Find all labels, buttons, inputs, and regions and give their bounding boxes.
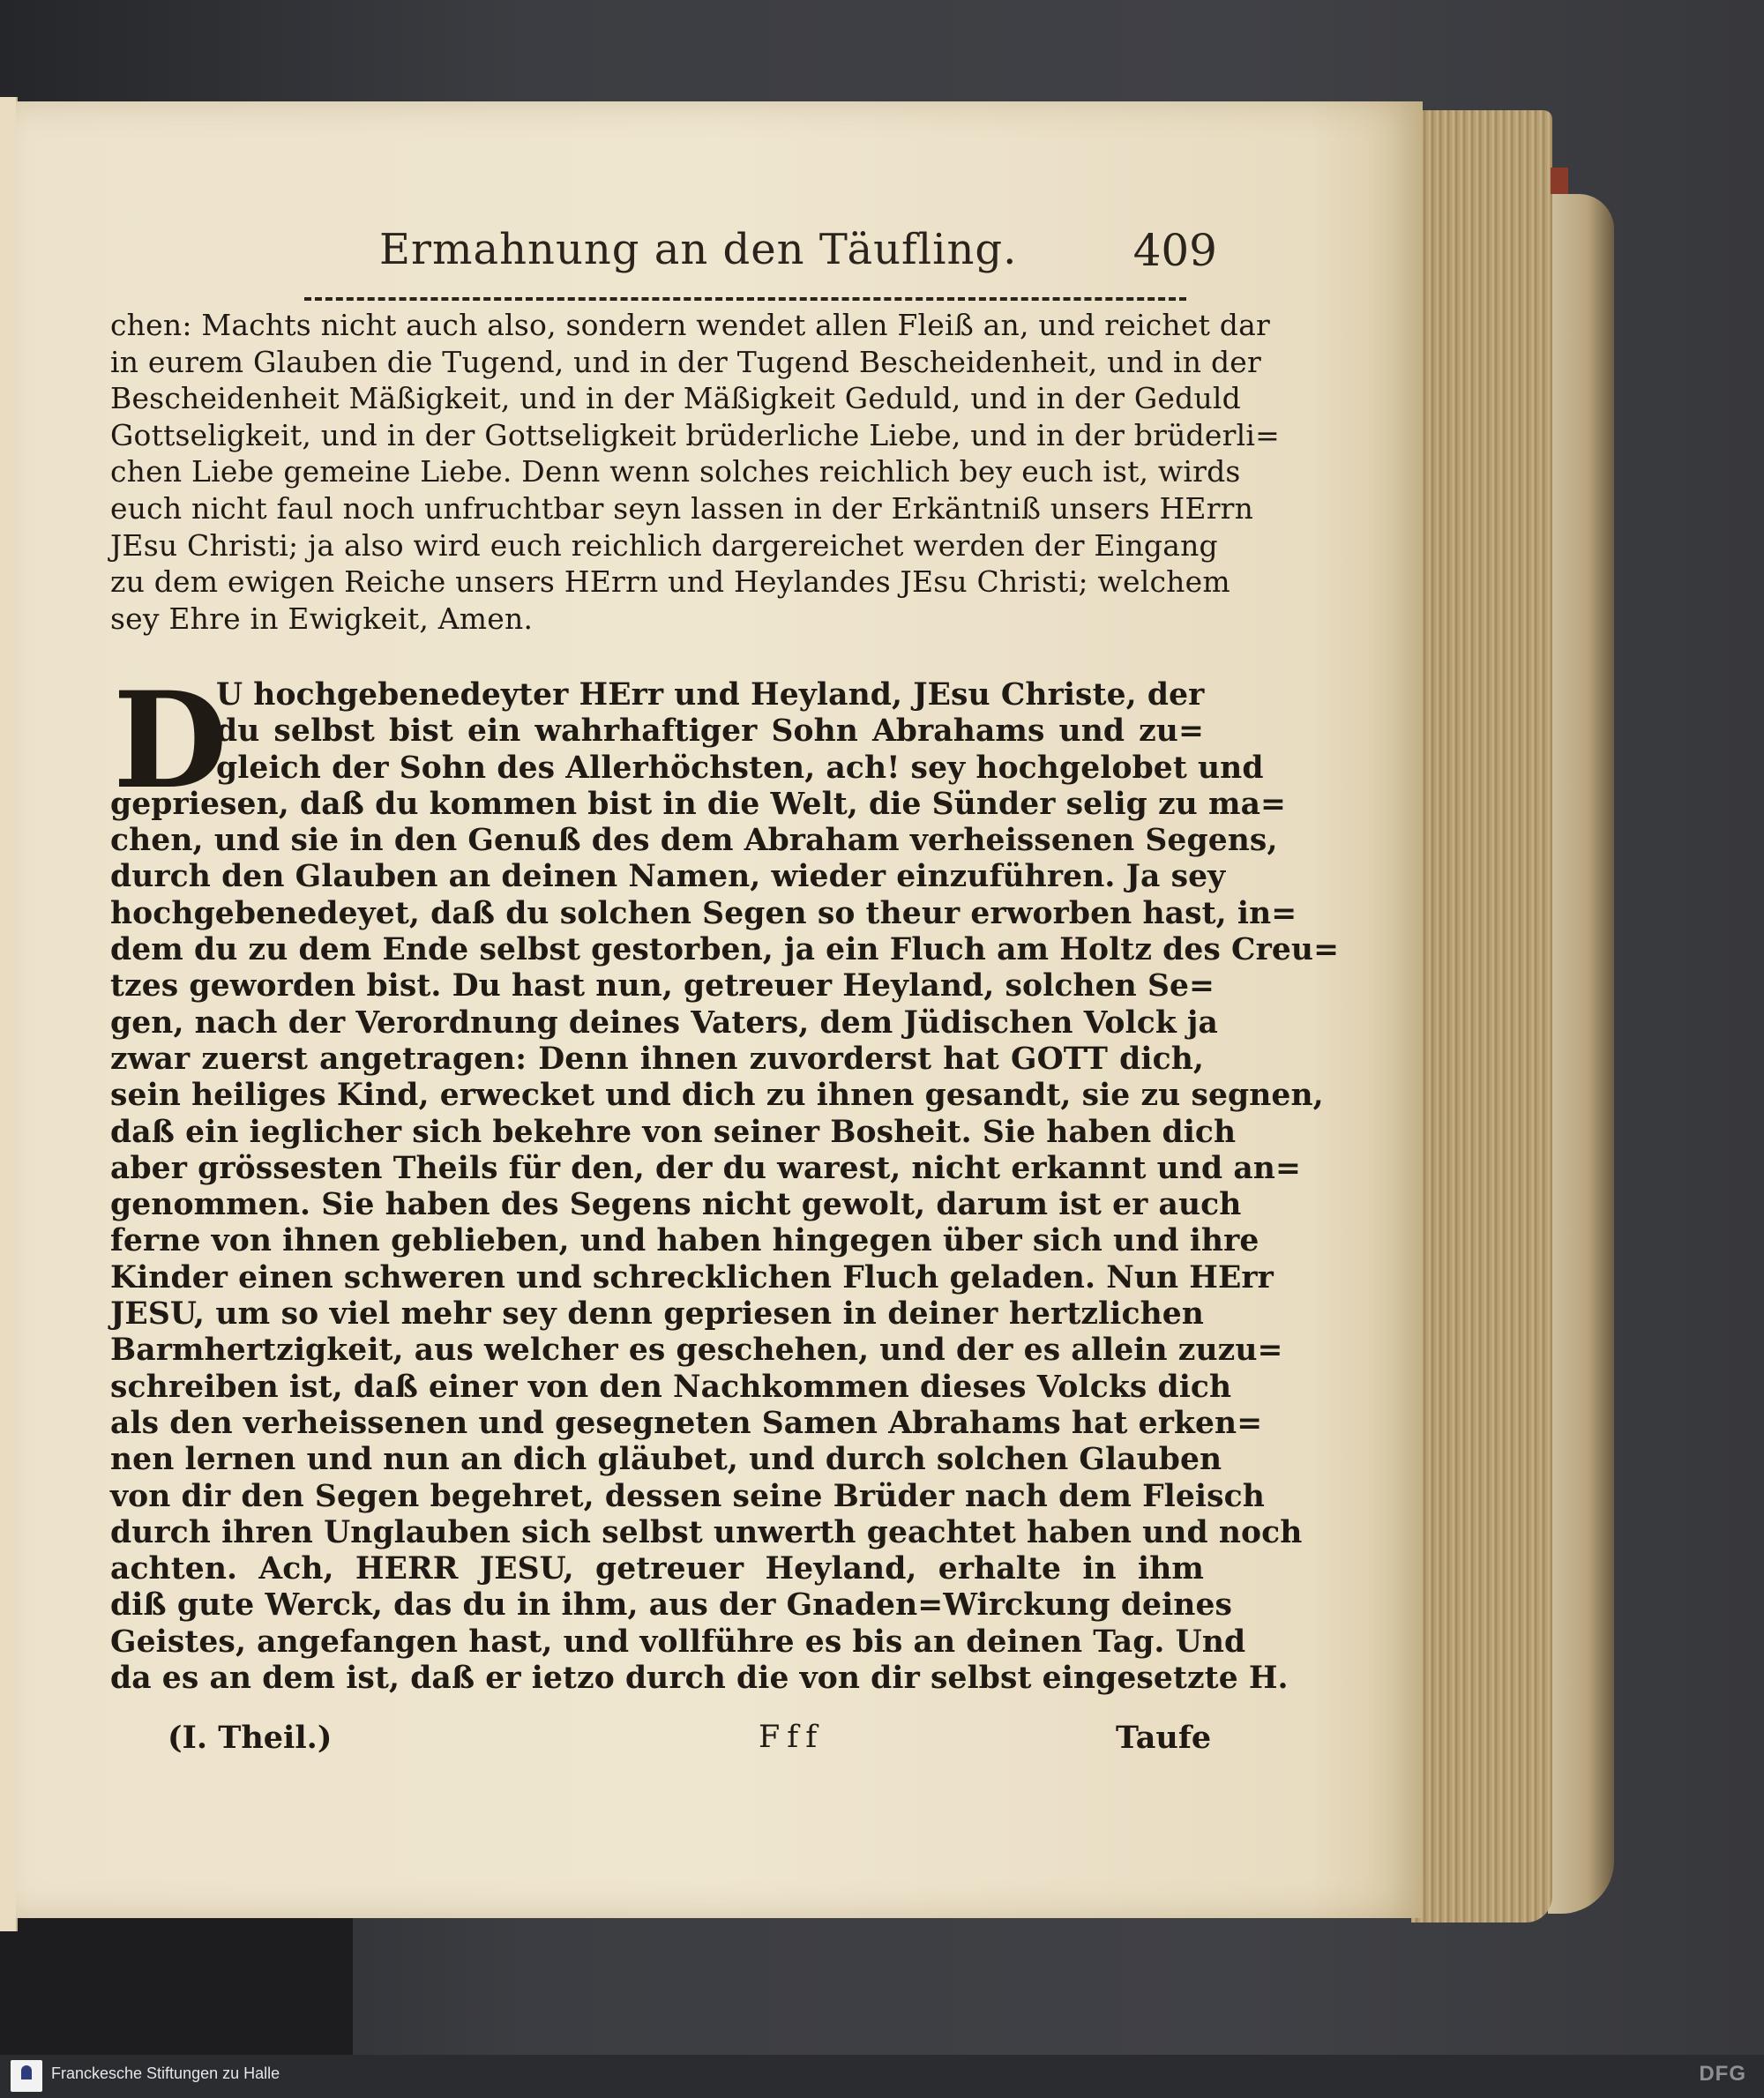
- volume-part-label: (I. Theil.): [168, 1720, 333, 1756]
- text-line: JEsu Christi; ja also wird euch reichlich dargereichet werden der Eingang: [110, 527, 1218, 563]
- running-header: [379, 225, 1217, 295]
- text-line: gen, nach der Verordnung deines Vaters, dem Jüdischen Volck ja: [110, 1004, 1218, 1041]
- scripture-passage: [110, 307, 1280, 637]
- text-line: achten. Ach, HERR JESU, getreuer Heyland, erhalte in ihm: [110, 1551, 1204, 1587]
- text-line: genommen. Sie haben des Segens nicht gewolt, darum ist er auch: [110, 1187, 1242, 1223]
- text-line: tzes geworden bist. Du hast nun, getreuer Heyland, solchen Se=: [110, 968, 1215, 1004]
- text-line: zwar zuerst angetragen: Denn ihnen zuvorderst hat GOTT dich,: [110, 1041, 1204, 1077]
- text-line: schreiben ist, daß einer von den Nachkommen dieses Volcks dich: [110, 1369, 1232, 1405]
- signature-mark: Fff: [759, 1720, 825, 1755]
- text-line: sein heiliges Kind, erwecket und dich zu ihnen gesandt, sie zu segnen,: [110, 1078, 1324, 1114]
- text-line: chen Liebe gemeine Liebe. Denn wenn solches reichlich bey euch ist, wirds: [110, 454, 1241, 489]
- text-line: du selbst bist ein wahrhaftiger Sohn Abrahams und zu=: [216, 713, 1204, 750]
- text-line: euch nicht faul noch unfruchtbar seyn lassen in der Erkäntniß unsers HErrn: [110, 490, 1254, 526]
- text-line: Barmhertzigkeit, aus welcher es geschehen, und der es allein zuzu=: [110, 1333, 1283, 1369]
- page-fore-edge: [1411, 110, 1552, 1923]
- text-line: gepriesen, daß du kommen bist in die Welt, die Sünder selig zu ma=: [110, 786, 1287, 822]
- text-line: von dir den Segen begehret, dessen seine Brüder nach dem Fleisch: [110, 1478, 1265, 1514]
- institution-logo-icon[interactable]: [11, 2060, 42, 2092]
- text-line: in eurem Glauben die Tugend, und in der Tugend Bescheidenheit, und in der: [110, 344, 1261, 379]
- text-line: durch ihren Unglauben sich selbst unwerth geachtet haben und noch: [110, 1514, 1303, 1550]
- text-line: gleich der Sohn des Allerhöchsten, ach! sey hochgelobet und: [216, 750, 1264, 786]
- bookmark-ribbon: [1551, 168, 1568, 194]
- text-line: Kinder einen schweren und schrecklichen Fluch geladen. Nun HErr: [110, 1259, 1274, 1295]
- dfg-logo[interactable]: DFG: [1699, 2062, 1746, 2086]
- book-spine-left: [0, 1914, 353, 2055]
- text-line: ferne von ihnen geblieben, und haben hingegen über sich und ihre: [110, 1223, 1259, 1259]
- catchword: Taufe: [1116, 1720, 1212, 1756]
- running-title: Ermahnung an den Täufling.: [379, 225, 1018, 274]
- text-line: nen lernen und nun an dich gläubet, und durch solchen Glauben: [110, 1442, 1222, 1478]
- book-cover-edge: [1548, 194, 1614, 1914]
- text-line: als den verheissenen und gesegneten Samen Abrahams hat erken=: [110, 1405, 1263, 1441]
- viewer-footer-bar: [0, 2055, 1764, 2098]
- text-line: dem du zu dem Ende selbst gestorben, ja ein Fluch am Holtz des Creu=: [110, 932, 1340, 968]
- text-line: aber grössesten Theils für den, der du warest, nicht erkannt und an=: [110, 1150, 1301, 1186]
- page-number: 409: [1132, 225, 1217, 276]
- facing-page-edge: [0, 97, 18, 1931]
- text-line: daß ein ieglicher sich bekehre von seiner Bosheit. Sie haben dich: [110, 1114, 1237, 1150]
- text-line: zu dem ewigen Reiche unsers HErrn und Heylandes JEsu Christi; welchem: [110, 564, 1230, 600]
- institution-name[interactable]: Franckesche Stiftungen zu Halle: [51, 2064, 280, 2082]
- text-line: chen: Machts nicht auch also, sondern wendet allen Fleiß an, und reichet dar: [110, 308, 1270, 342]
- text-line: Geistes, angefangen hast, und vollführe es bis an deinen Tag. Und: [110, 1624, 1246, 1660]
- text-line: da es an dem ist, daß er ietzo durch die von dir selbst eingesetzte H.: [110, 1661, 1289, 1697]
- header-rule: [304, 297, 1186, 304]
- drop-cap-initial: D: [113, 663, 228, 818]
- text-line: durch den Glauben an deinen Namen, wieder einzuführen. Ja sey: [110, 859, 1226, 895]
- text-line: sey Ehre in Ewigkeit, Amen.: [110, 601, 534, 636]
- text-line: diß gute Werck, das du in ihm, aus der Gnaden=Wirckung deines: [110, 1587, 1233, 1624]
- text-line: JESU, um so viel mehr sey denn gepriesen in deiner hertzlichen: [110, 1296, 1204, 1333]
- text-line: chen, und sie in den Genuß des dem Abraham verheissenen Segens,: [110, 823, 1278, 859]
- text-line: Bescheidenheit Mäßigkeit, und in der Mäßigkeit Geduld, und in der Geduld: [110, 381, 1241, 416]
- text-line: hochgebenedeyet, daß du solchen Segen so theur erworben hast, in=: [110, 895, 1297, 931]
- text-line: Gottseligkeit, und in der Gottseligkeit brüderliche Liebe, und in der brüderli=: [110, 417, 1280, 452]
- text-line: U hochgebenedeyter HErr und Heyland, JEsu Christe, der: [216, 677, 1205, 713]
- prayer-paragraph: [110, 663, 1340, 1697]
